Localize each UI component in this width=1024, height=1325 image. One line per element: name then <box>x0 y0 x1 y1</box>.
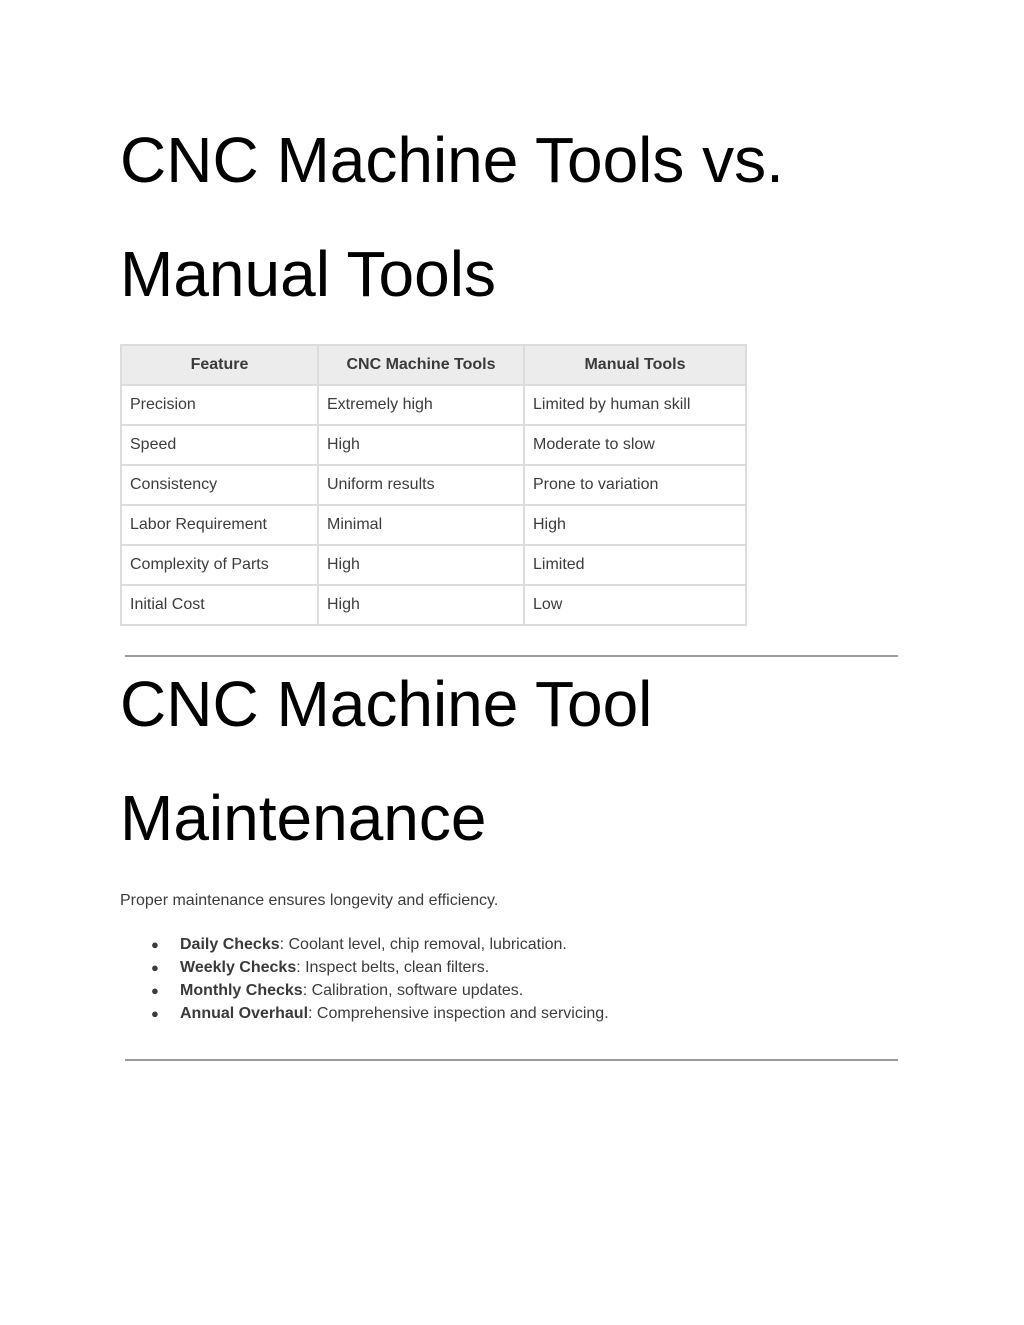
table-cell: Extremely high <box>318 385 524 425</box>
list-item <box>120 979 609 1002</box>
table-cell: Precision <box>121 385 318 425</box>
table-header-row <box>121 345 746 385</box>
table-header-manual: Manual Tools <box>524 345 746 385</box>
table-cell: Consistency <box>121 465 318 505</box>
title-line: CNC Machine Tools vs. <box>120 124 784 196</box>
comparison-table <box>120 344 747 626</box>
table-cell: Speed <box>121 425 318 465</box>
horizontal-divider <box>125 1059 898 1061</box>
list-item-label: Annual Overhaul <box>180 1005 309 1022</box>
section-title-comparison <box>120 103 784 331</box>
list-item-text: : Comprehensive inspection and servicing. <box>308 1005 609 1022</box>
title-line: CNC Machine Tool <box>120 668 653 740</box>
table-row <box>121 465 746 505</box>
bullet-icon: ● <box>151 1006 159 1021</box>
intro-paragraph: Proper maintenance ensures longevity and efficiency. <box>120 892 499 909</box>
table-cell: Minimal <box>318 505 524 545</box>
table-cell: Limited by human skill <box>524 385 746 425</box>
list-item-label: Weekly Checks <box>180 959 297 976</box>
title-line: Maintenance <box>120 782 487 854</box>
list-item-label: Monthly Checks <box>180 982 303 999</box>
bullet-icon: ● <box>151 983 159 998</box>
list-item <box>120 933 609 956</box>
table-cell: High <box>318 545 524 585</box>
table-cell: Labor Requirement <box>121 505 318 545</box>
list-item <box>120 956 609 979</box>
section-title-maintenance <box>120 647 652 875</box>
table-cell: Uniform results <box>318 465 524 505</box>
table-cell: High <box>318 425 524 465</box>
maintenance-list <box>120 933 609 1025</box>
table-header-cnc: CNC Machine Tools <box>318 345 524 385</box>
list-item-text: : Coolant level, chip removal, lubrication. <box>279 936 567 953</box>
table-cell: Limited <box>524 545 746 585</box>
table-cell: High <box>318 585 524 625</box>
title-line: Manual Tools <box>120 238 496 310</box>
table-cell: Complexity of Parts <box>121 545 318 585</box>
list-item <box>120 1002 609 1025</box>
table-row <box>121 585 746 625</box>
table-cell: Moderate to slow <box>524 425 746 465</box>
bullet-icon: ● <box>151 960 159 975</box>
table-row <box>121 425 746 465</box>
table-cell: Prone to variation <box>524 465 746 505</box>
list-item-text: : Calibration, software updates. <box>302 982 524 999</box>
list-item-label: Daily Checks <box>180 936 280 953</box>
table-row <box>121 545 746 585</box>
list-item-text: : Inspect belts, clean filters. <box>296 959 490 976</box>
bullet-icon: ● <box>151 937 159 952</box>
table-header-feature: Feature <box>121 345 318 385</box>
table-cell: Low <box>524 585 746 625</box>
table-cell: High <box>524 505 746 545</box>
table-cell: Initial Cost <box>121 585 318 625</box>
table-row <box>121 505 746 545</box>
table-row <box>121 385 746 425</box>
